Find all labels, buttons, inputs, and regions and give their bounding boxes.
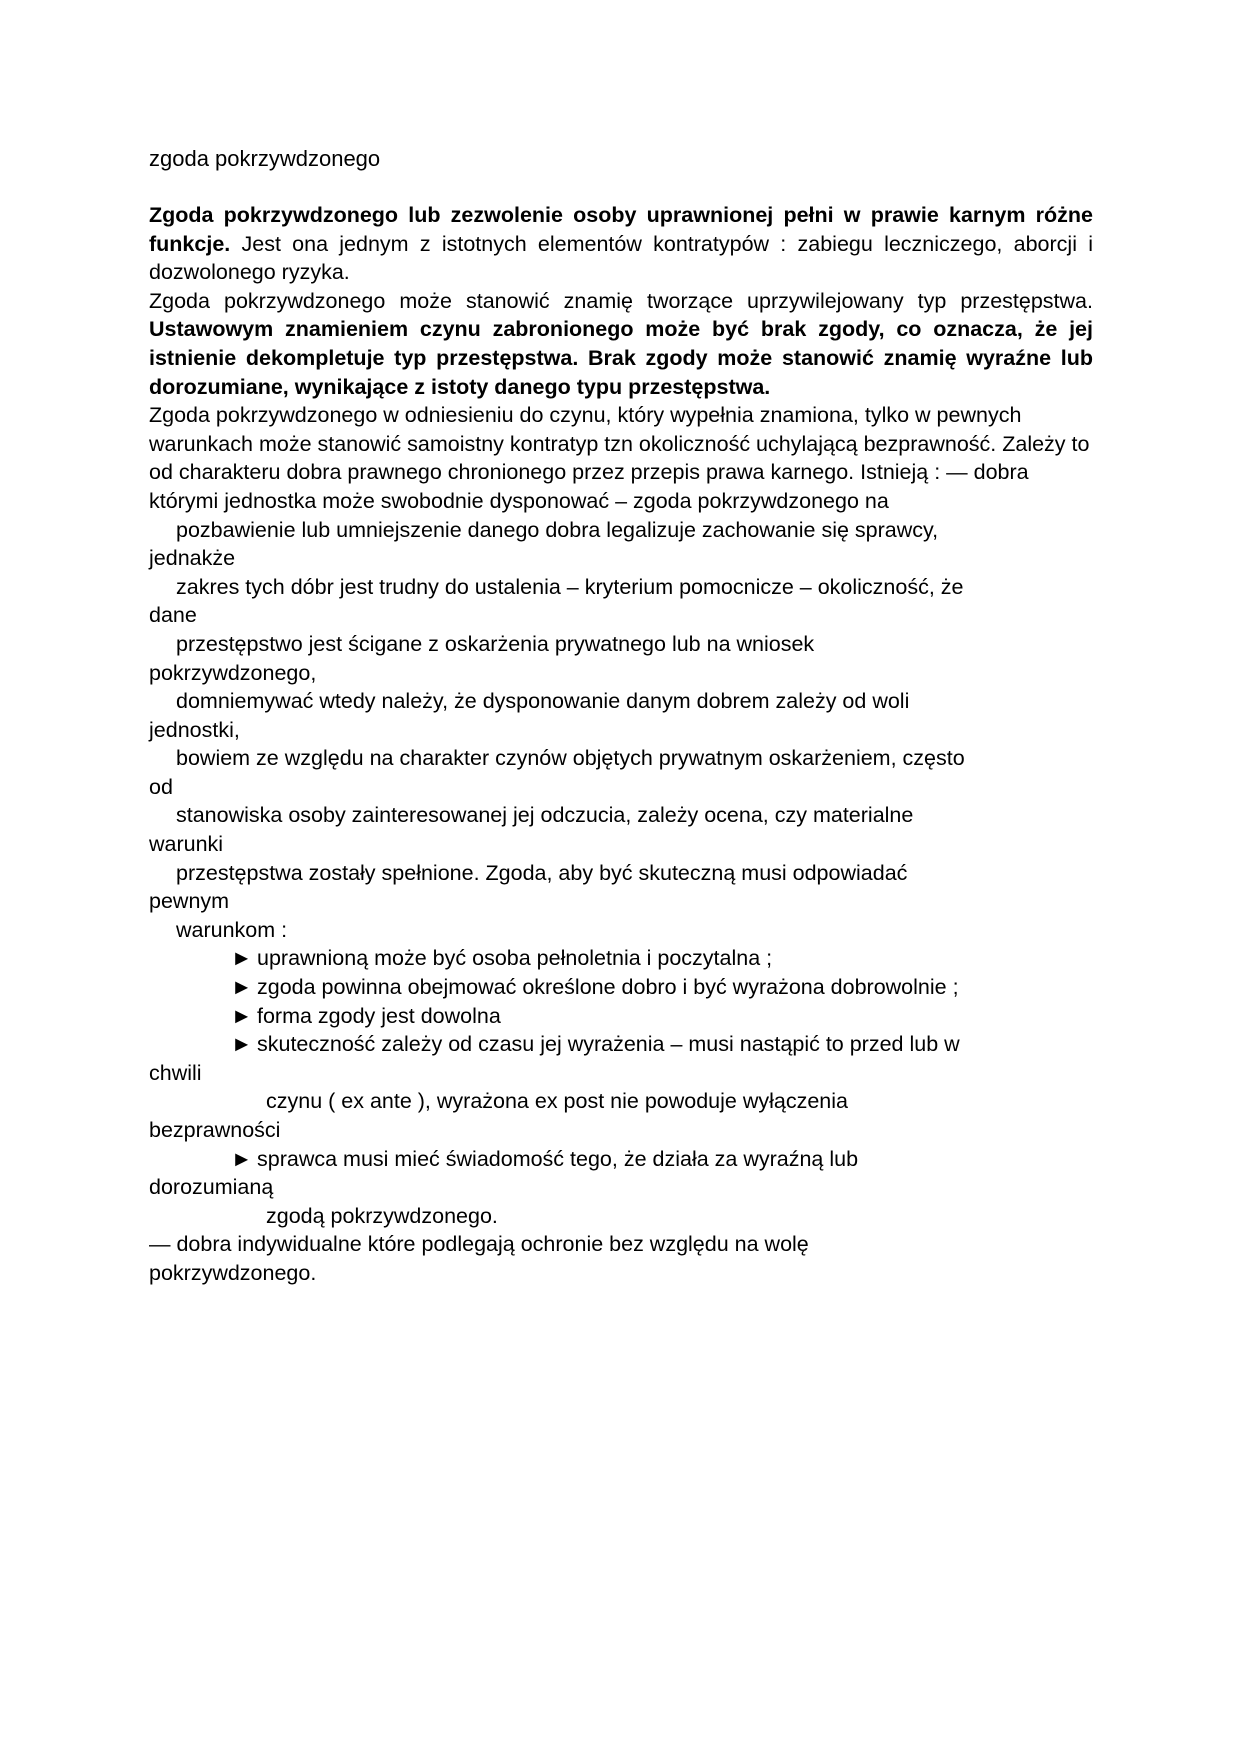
text-line: bezprawności xyxy=(149,1118,281,1142)
bullet-item xyxy=(149,973,1093,1002)
text-line: jednakże xyxy=(149,546,236,571)
bullet-text: zgoda powinna obejmować określone dobro i być wyrażona dobrowolnie ; xyxy=(257,975,959,1000)
text-line: pokrzywdzonego, xyxy=(149,660,317,685)
bullet-text: skuteczność zależy od czasu jej wyrażenia – musi nastąpić to przed lub w xyxy=(257,1032,960,1057)
text-line: przestępstwa zostały spełnione. Zgoda, aby być skuteczną musi odpowiadać xyxy=(176,860,908,885)
text-line: pewnym xyxy=(149,889,230,914)
bullet-arrow-icon: ► xyxy=(231,1032,253,1057)
bullet-arrow-icon: ► xyxy=(231,1003,253,1028)
paragraph-2-text: Zgoda pokrzywdzonego może stanowić znamię tworzące uprzywilejowany typ przestępstwa. xyxy=(149,288,1093,313)
text-line: czynu ( ex ante ), wyrażona ex post nie powoduje wyłączenia xyxy=(266,1089,849,1114)
bullet-arrow-icon: ► xyxy=(231,975,253,1000)
bullet-item xyxy=(149,1145,1093,1174)
bullet-text: sprawca musi mieć świadomość tego, że działa za wyraźną lub xyxy=(257,1146,859,1171)
text-line: pokrzywdzonego. xyxy=(149,1260,317,1285)
text-line: domniemywać wtedy należy, że dysponowanie danym dobrem zależy od woli xyxy=(176,689,910,714)
text-line: — dobra indywidualne które podlegają ochronie bez względu na wolę xyxy=(149,1232,809,1257)
paragraph-1-bold: Zgoda pokrzywdzonego lub zezwolenie osoby uprawnionej pełni w prawie karnym różne funkcje. xyxy=(149,203,1093,256)
bullet-item xyxy=(149,1030,1093,1059)
paragraph-2-bold: Ustawowym znamieniem czynu zabronionego może być brak zgody, co oznacza, że jej istnienie dekompletuje typ przestępstwa. Brak zgody może stanowić znamię wyraźne lub dorozumiane, wynikające z istoty danego typu przestępstwa. xyxy=(149,317,1093,399)
paragraph-3: Zgoda pokrzywdzonego w odniesieniu do czynu, który wypełnia znamiona, tylko w pewnych warunkach może stanowić samoistny kontratyp tzn okoliczność uchylającą bezprawność. Zależy to od charakteru dobra prawnego chronionego przez przepis prawa karnego. Istnieją : — dobra którymi jednostka może swobodnie dysponować – zgoda pokrzywdzonego na xyxy=(149,403,1090,513)
paragraph-2 xyxy=(149,287,1093,401)
text-line: pozbawienie lub umniejszenie danego dobra legalizuje zachowanie się sprawcy, xyxy=(176,517,939,542)
bullet-item xyxy=(149,1002,1093,1031)
bullet-item xyxy=(149,944,1093,973)
bullet-text: forma zgody jest dowolna xyxy=(257,1003,501,1028)
bullet-arrow-icon: ► xyxy=(231,946,253,971)
text-line: zgodą pokrzywdzonego. xyxy=(266,1203,498,1228)
paragraph-1 xyxy=(149,201,1093,287)
text-line: przestępstwo jest ścigane z oskarżenia prywatnego lub na wniosek xyxy=(176,631,815,656)
text-line: jednostki, xyxy=(149,717,240,742)
text-line: dane xyxy=(149,603,197,628)
text-line: stanowiska osoby zainteresowanej jej odczucia, zależy ocena, czy materialne xyxy=(176,803,914,828)
document-page xyxy=(149,145,1093,1288)
text-line: chwili xyxy=(149,1060,202,1085)
text-line: warunki xyxy=(149,832,224,857)
text-line: bowiem ze względu na charakter czynów objętych prywatnym oskarżeniem, często xyxy=(176,746,965,771)
text-line: dorozumianą xyxy=(149,1175,274,1200)
bullet-text: uprawnioną może być osoba pełnoletnia i poczytalna ; xyxy=(257,946,773,971)
bullet-arrow-icon: ► xyxy=(231,1146,253,1171)
text-line: zakres tych dóbr jest trudny do ustalenia – kryterium pomocnicze – okoliczność, że xyxy=(176,574,964,599)
document-title: zgoda pokrzywdzonego xyxy=(149,146,381,171)
text-line: od xyxy=(149,774,173,799)
text-line: warunkom : xyxy=(176,917,288,942)
paragraph-1-text: Jest ona jednym z istotnych elementów kontratypów : zabiegu leczniczego, aborcji i dozwolonego ryzyka. xyxy=(149,231,1093,285)
